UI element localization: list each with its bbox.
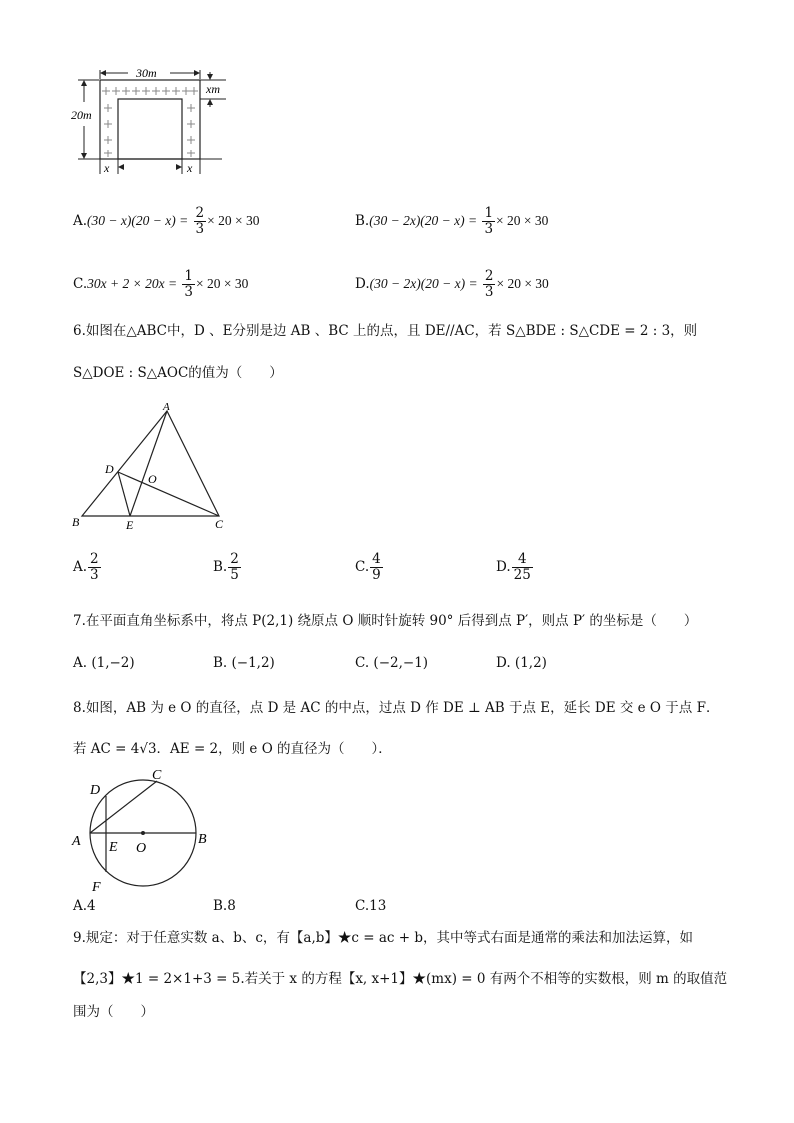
vertex-e: E [126, 518, 134, 532]
q6-option-b[interactable]: B. $\frac{2}{5}$ [213, 551, 239, 583]
fraction: $\frac{1}{3}$ [184, 268, 193, 300]
fraction: $\frac{1}{3}$ [484, 205, 494, 237]
vertex-b: B [72, 515, 80, 529]
q5-option-a[interactable]: A.(30 − x)(20 − x) = $\frac{2}{3}$ × 20 × 30 [73, 205, 260, 237]
q7-option-b[interactable]: B. (−1,2) [213, 655, 275, 671]
q9-stem-line2: 【2,3】★1 = 2×1+3 = 5.若关于 x 的方程【x, x+1】★(mx) = 0 有两个不相等的实数根，则 m 的取值范 [73, 971, 728, 987]
fraction: $\frac{2}{3}$ [484, 268, 494, 300]
point-f: F [92, 880, 101, 895]
q6-stem-line2: S△DOE : S△AOC的值为（ ） [73, 365, 283, 381]
fraction: $\frac{4}{25}$ [513, 551, 531, 583]
q7-option-a[interactable]: A. (1,−2) [73, 655, 135, 671]
q8-stem-line2: 若 AC = 4√3．AE = 2，则 e O 的直径为（ ）． [73, 741, 392, 757]
q9-stem-line1: 9.规定：对于任意实数 a、b、c，有【a,b】★c = ac + b，其中等式右面是通常的乘法和加法运算，如 [73, 930, 694, 946]
vertex-c: C [215, 517, 224, 531]
fraction: $\frac{2}{5}$ [230, 551, 239, 583]
point-c: C [152, 768, 162, 783]
q8-circle-figure [68, 765, 218, 895]
q6-option-d[interactable]: D. $\frac{4}{25}$ [496, 551, 531, 583]
point-o: O [136, 841, 147, 856]
garden-figure [70, 62, 230, 177]
point-b: B [198, 832, 207, 847]
label-xm: xm [206, 82, 220, 96]
q7-option-d[interactable]: D. (1,2) [496, 655, 547, 671]
fraction: $\frac{4}{9}$ [372, 551, 381, 583]
q6-option-a[interactable]: A. $\frac{2}{3}$ [73, 551, 99, 583]
q6-triangle-figure [68, 398, 238, 533]
vertex-d: D [105, 462, 114, 476]
label-20m: 20m [71, 108, 92, 122]
label-30m: 30m [136, 66, 157, 80]
fraction: $\frac{2}{3}$ [90, 551, 99, 583]
q6-option-c[interactable]: C. $\frac{4}{9}$ [355, 551, 381, 583]
q5-option-b[interactable]: B.(30 − 2x)(20 − x) = $\frac{1}{3}$ × 20 × 30 [355, 205, 549, 237]
point-e: E [109, 840, 118, 855]
vertex-a: A [163, 401, 170, 413]
point-d: D [90, 783, 101, 798]
label-x-right: x [187, 161, 193, 175]
q8-option-c[interactable]: C.13 [355, 898, 387, 914]
q7-option-c[interactable]: C. (−2,−1) [355, 655, 429, 671]
label-x-left: x [104, 161, 110, 175]
q5-option-c[interactable]: C.30x + 2 × 20x = $\frac{1}{3}$ × 20 × 30 [73, 268, 249, 300]
q8-option-b[interactable]: B.8 [213, 898, 236, 914]
q8-stem-line1: 8.如图，AB 为 e O 的直径，点 D 是 AC 的中点，过点 D 作 DE ⊥ AB 于点 E，延长 DE 交 e O 于点 F． [73, 700, 720, 716]
q7-stem: 7.在平面直角坐标系中，将点 P(2,1) 绕原点 O 顺时针旋转 90° 后得到点 P′，则点 P′ 的坐标是（ ） [73, 613, 698, 629]
q5-option-d[interactable]: D.(30 − 2x)(20 − x) = $\frac{2}{3}$ × 20 × 30 [355, 268, 549, 300]
fraction: $\frac{2}{3}$ [195, 205, 205, 237]
q6-stem-line1: 6.如图在△ABC中，D 、E分别是边 AB 、BC 上的点，且 DE//AC，若 S△BDE : S△CDE = 2 : 3，则 [73, 323, 698, 339]
q9-stem-line3: 围为（ ） [73, 1004, 154, 1020]
point-o: O [148, 472, 157, 486]
center-point [141, 831, 145, 835]
q8-option-a[interactable]: A.4 [73, 898, 96, 914]
point-a: A [72, 834, 81, 849]
